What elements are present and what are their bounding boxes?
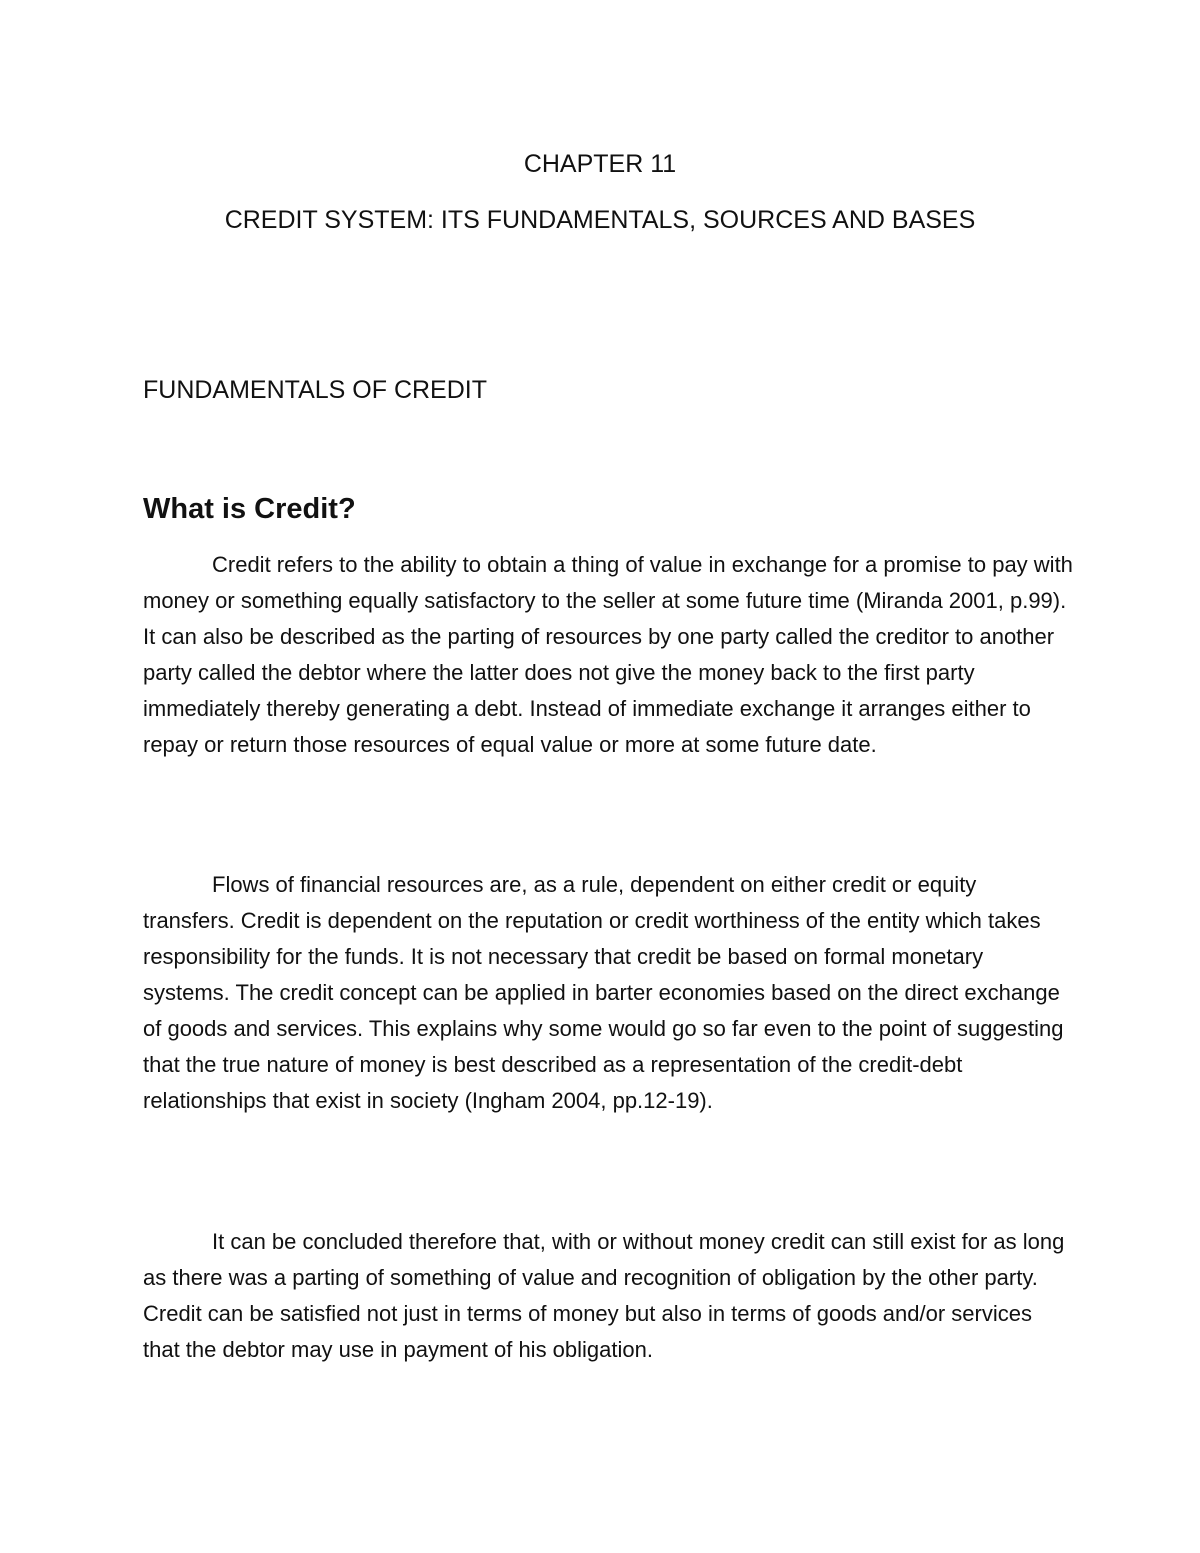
chapter-title: CREDIT SYSTEM: ITS FUNDAMENTALS, SOURCES AND BASES [224, 206, 976, 234]
section-heading: FUNDAMENTALS OF CREDIT [143, 376, 487, 404]
subheading-what-is-credit: What is Credit? [143, 493, 356, 525]
paragraph-financial-flows: Flows of financial resources are, as a rule, dependent on either credit or equity transfers. Credit is dependent on the reputation or credit worthiness of the entity which takes responsibility for the funds. It is not necessary that credit be based on formal monetary systems. The credit concept can be applied in barter economies based on the direct exchange of goods and services. This explains why some would go so far even to the point of suggesting that the true nature of money is best described as a representation of the credit-debt relationships that exist in society (Ingham 2004, pp.12-19). [143, 872, 1064, 1113]
paragraph-conclusion: It can be concluded therefore that, with or without money credit can still exist for as long as there was a parting of something of value and recognition of obligation by the other party. Credit can be satisfied not just in terms of money but also in terms of goods and/or services that the debtor may use in payment of his obligation. [143, 1229, 1065, 1362]
paragraph-credit-definition: Credit refers to the ability to obtain a thing of value in exchange for a promise to pay with money or something equally satisfactory to the seller at some future time (Miranda 2001, p.99). It can also be described as the parting of resources by one party called the creditor to another party called the debtor where the latter does not give the money back to the first party immediately thereby generating a debt. Instead of immediate exchange it arranges either to repay or return those resources of equal value or more at some future date. [143, 552, 1073, 757]
chapter-label: CHAPTER 11 [523, 150, 677, 178]
